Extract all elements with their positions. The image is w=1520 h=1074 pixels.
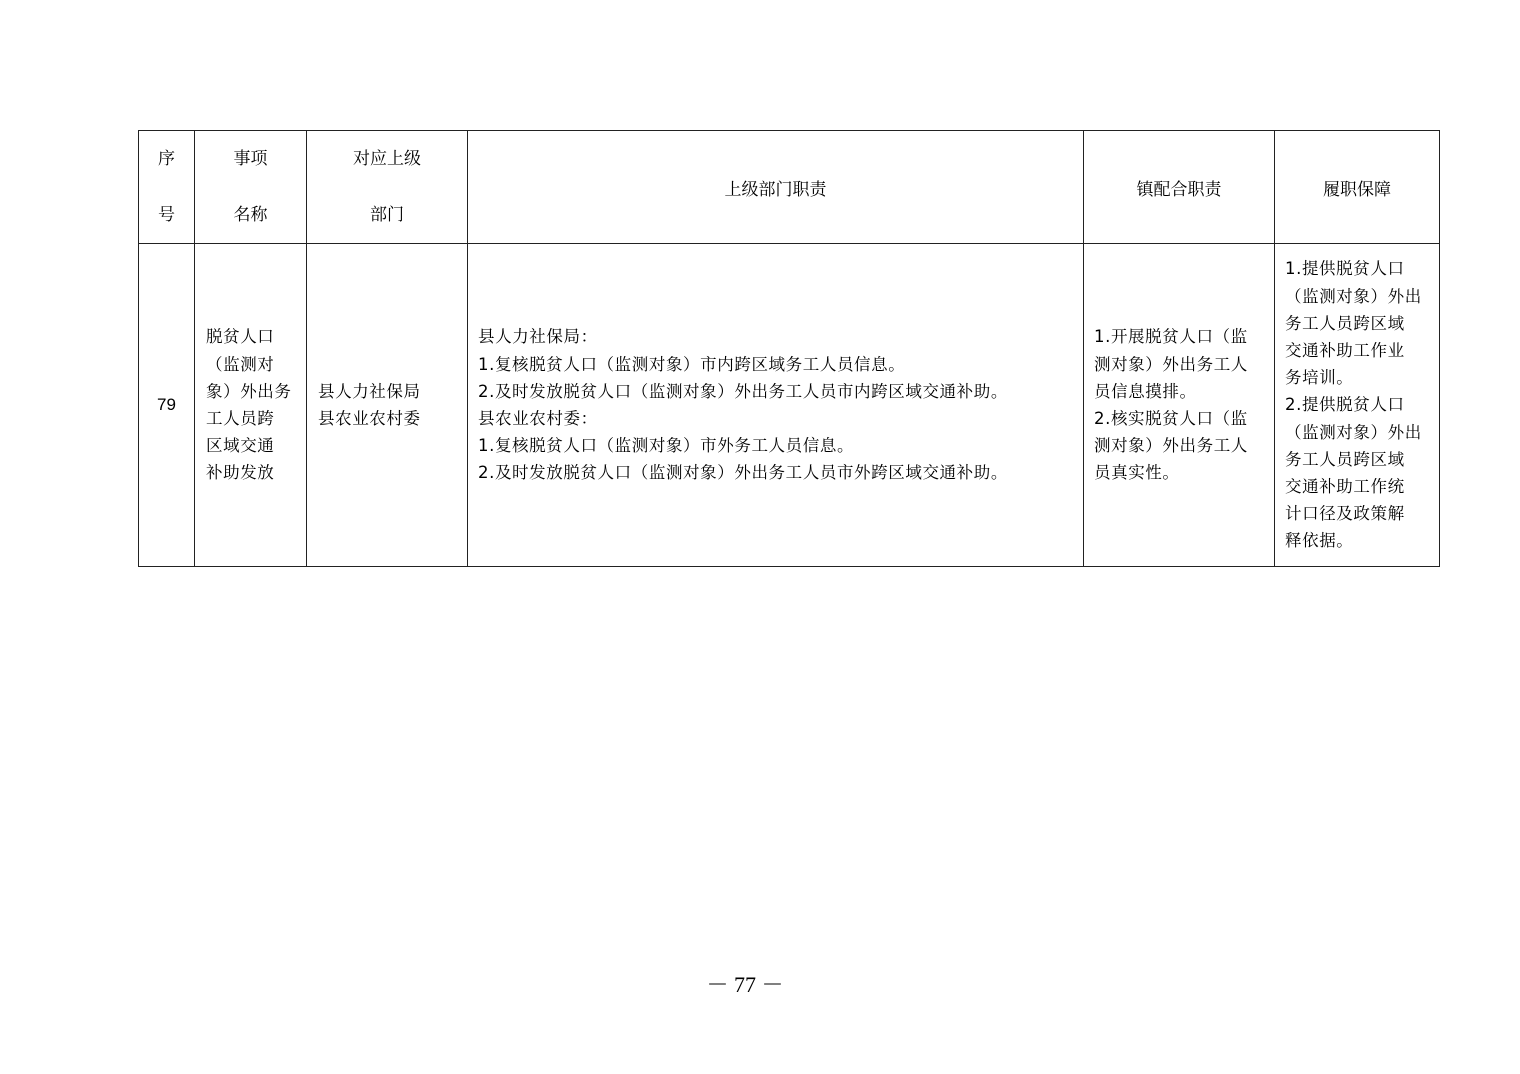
header-seq: [139, 131, 195, 244]
duty-line: 县农业农村委：: [478, 409, 598, 428]
town-duty-line: 员真实性。: [1094, 463, 1180, 483]
guarantee-line: （监测对象）外出: [1285, 422, 1422, 442]
item-name-line: 补助发放: [206, 463, 275, 483]
row-superior-duty: [468, 244, 1084, 567]
table-header-row: [139, 131, 1440, 244]
header-superior-dept: [307, 131, 468, 244]
header-superior-duty: 上级部门职责: [468, 131, 1084, 244]
guarantee-line: 计口径及政策解: [1285, 504, 1405, 524]
duty-line: 县人力社保局：: [478, 327, 598, 347]
table-row: [139, 244, 1440, 567]
header-name-line1: 事项: [233, 149, 268, 168]
town-duty-line: 测对象）外出务工人: [1094, 354, 1248, 374]
row-guarantee: [1275, 244, 1440, 567]
guarantee-line: （监测对象）外出: [1285, 286, 1422, 306]
duty-line: 1.复核脱贫人口（监测对象）市内跨区域务工人员信息。: [478, 354, 906, 374]
guarantee-line: 1.提供脱贫人口: [1285, 259, 1405, 279]
guarantee-line: 释依据。: [1285, 531, 1354, 551]
guarantee-line: 2.提供脱贫人口: [1285, 395, 1405, 415]
header-dept-line2: 部门: [370, 205, 404, 224]
item-name-line: 象）外出务: [206, 381, 292, 401]
town-duty-line: 2.核实脱贫人口（监: [1094, 409, 1248, 428]
row-superior-dept: [307, 244, 468, 567]
town-duty-line: 测对象）外出务工人: [1094, 436, 1248, 456]
guarantee-line: 务工人员跨区域: [1285, 313, 1405, 333]
header-town-duty: 镇配合职责: [1084, 131, 1275, 244]
row-number: 79: [139, 244, 195, 567]
guarantee-line: 务工人员跨区域: [1285, 449, 1405, 469]
responsibility-table: [138, 130, 1440, 567]
town-duty-line: 1.开展脱贫人口（监: [1094, 327, 1248, 347]
row-item-name: [195, 244, 307, 567]
item-name-line: 工人员跨: [206, 409, 275, 428]
item-name-line: 区域交通: [206, 436, 275, 456]
duty-line: 2.及时发放脱贫人口（监测对象）外出务工人员市外跨区域交通补助。: [478, 463, 1008, 483]
header-guarantee: 履职保障: [1275, 131, 1440, 244]
header-seq-line1: 序: [158, 149, 175, 168]
town-duty-line: 员信息摸排。: [1094, 381, 1197, 401]
guarantee-line: 交通补助工作统: [1285, 477, 1405, 496]
guarantee-line: 交通补助工作业: [1285, 340, 1405, 360]
header-seq-line2: 号: [158, 205, 175, 224]
duty-line: 2.及时发放脱贫人口（监测对象）外出务工人员市内跨区域交通补助。: [478, 381, 1008, 401]
header-dept-line1: 对应上级: [353, 149, 421, 168]
row-town-duty: [1084, 244, 1275, 567]
page-number: － 77 －: [706, 972, 784, 997]
header-item-name: [195, 131, 307, 244]
duty-line: 1.复核脱贫人口（监测对象）市外务工人员信息。: [478, 436, 855, 456]
header-name-line2: 名称: [233, 205, 268, 224]
guarantee-line: 务培训。: [1285, 368, 1354, 388]
dept-line: 县农业农村委: [318, 409, 421, 428]
item-name-line: 脱贫人口: [206, 327, 275, 347]
item-name-line: （监测对: [206, 354, 275, 374]
dept-line: 县人力社保局: [318, 381, 421, 401]
